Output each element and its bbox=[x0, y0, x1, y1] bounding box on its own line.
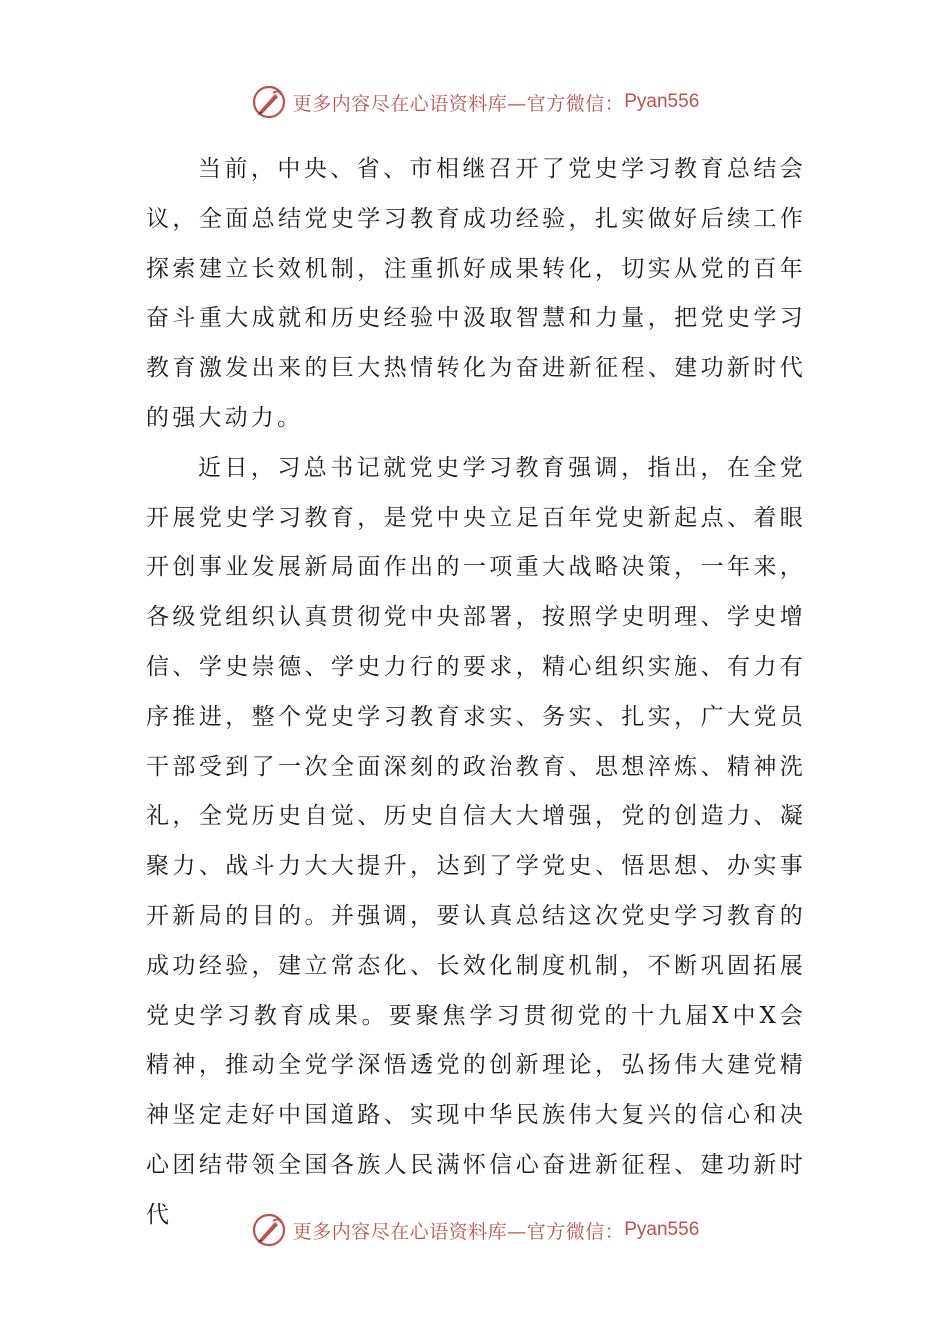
wechat-label: 官方微信： bbox=[526, 92, 625, 115]
pen-logo-icon bbox=[251, 1212, 287, 1248]
wechat-id: Pyan556 bbox=[624, 91, 700, 112]
site-name-text: 更多内容尽在心语资料库— bbox=[292, 92, 527, 115]
wechat-label: 官方微信： bbox=[526, 1220, 625, 1243]
site-name-text: 更多内容尽在心语资料库— bbox=[292, 1220, 527, 1243]
footer-banner bbox=[0, 1210, 950, 1250]
wechat-id: Pyan556 bbox=[624, 1219, 700, 1240]
document-body bbox=[146, 145, 806, 1241]
header-banner bbox=[0, 82, 950, 122]
paragraph: 近日，习总书记就党史学习教育强调，指出，在全党开展党史学习教育，是党中央立足百年党史新起点、着眼开创事业发展新局面作出的一项重大战略决策，一年来，各级党组织认真贯彻党中央部署，按照学史明理、学史增信、学史崇德、学史力行的要求，精心组织实施、有力有序推进，整个党史学习教育求实、务实、扎实，广大党员干部受到了一次全面深刻的政治教育、思想淬炼、精神洗礼，全党历史自觉、历史自信大大增强，党的创造力、凝聚力、战斗力大大提升，达到了学党史、悟思想、办实事开新局的目的。并强调，要认真总结这次党史学习教育的成功经验，建立常态化、长效化制度机制，不断巩固拓展党史学习教育成果。要聚焦学习贯彻党的十九届X中X会精神，推动全党学深悟透党的创新理论，弘扬伟大建党精神坚定走好中国道路、实现中华民族伟大复兴的信心和决心团结带领全国各族人民满怀信心奋进新征程、建功新时代 bbox=[146, 454, 806, 1228]
pen-logo-icon bbox=[251, 84, 287, 120]
paragraph: 当前，中央、省、市相继召开了党史学习教育总结会议，全面总结党史学习教育成功经验，扎实做好后续工作探索建立长效机制，注重抓好成果转化，切实从党的百年奋斗重大成就和历史经验中汲取智慧和力量，把党史学习教育激发出来的巨大热情转化为奋进新征程、建功新时代的强大动力。 bbox=[146, 156, 806, 431]
